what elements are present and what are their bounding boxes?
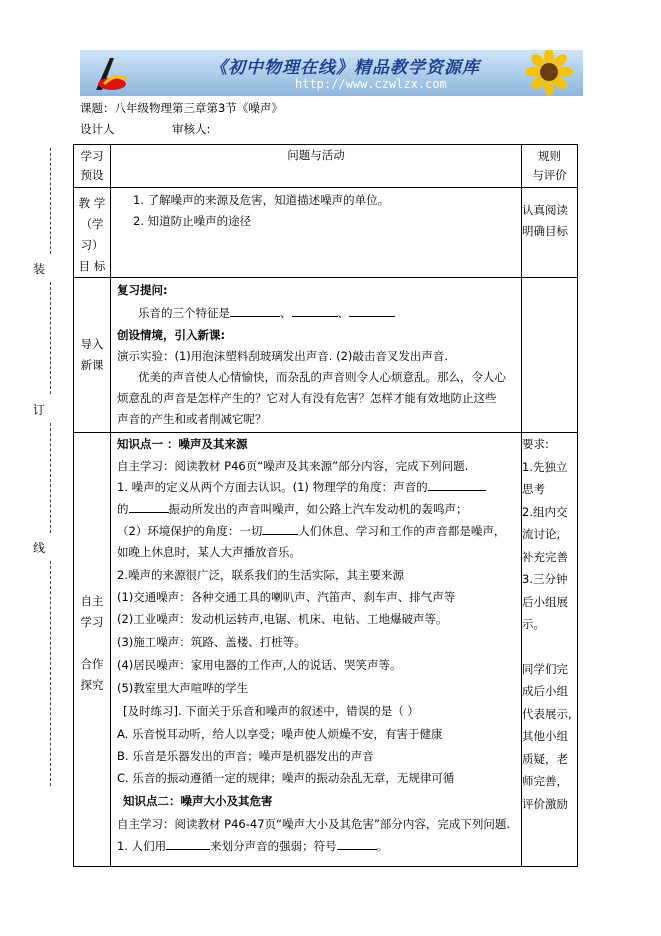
eval-line: 认真阅读 — [522, 203, 568, 217]
header-col3-line: 与评价 — [532, 168, 567, 182]
question-1a — [117, 479, 486, 495]
goals-eval — [522, 188, 578, 278]
study-label-line: 自主 — [80, 594, 104, 608]
eval-line: 后小组展 — [522, 594, 568, 609]
noise-source-item: (4)居民噪声：家用电器的工作声,人的说话、哭笑声等。 — [117, 658, 402, 672]
eval-line: 3.三分钟 — [522, 572, 568, 586]
study-label-line: 探究 — [80, 678, 104, 692]
k2-question-1 — [117, 838, 388, 854]
binding-dash — [50, 282, 51, 394]
study-row — [74, 433, 578, 867]
goals-content — [111, 188, 522, 278]
question-1b — [117, 501, 468, 517]
review-title: 复习提问: — [117, 283, 168, 297]
question-2: 2.噪声的来源很广泛，联系我们的生活实际，其主要来源 — [117, 568, 404, 582]
knowledge-point-2-title: 知识点二：噪声大小及其危害 — [123, 794, 273, 808]
knowledge-point-1-title: 知识点一 ：噪声及其来源 — [117, 437, 248, 451]
answer-blank[interactable] — [129, 501, 169, 513]
practice-option[interactable]: B. 乐音是乐器发出的声音；噪声是机器发出的声音 — [117, 749, 374, 763]
site-logo-icon — [90, 54, 130, 94]
goal-item: 2. 知道防止噪声的途径 — [133, 214, 252, 228]
question-text: （2）环境保护的角度：一切 — [117, 524, 263, 538]
separator: 、 — [337, 306, 349, 320]
eval-line: 要求: — [522, 437, 549, 451]
header-col3-line: 规则 — [538, 149, 561, 163]
eval-line: 代表展示, — [522, 706, 572, 721]
noise-source-item: (3)施工噪声：筑路、盖楼、打桩等。 — [117, 635, 306, 649]
intro-label-line: 导入 — [80, 337, 104, 351]
goals-label — [74, 188, 111, 278]
binding-mark-xian: 线 — [33, 541, 46, 555]
eval-line: 2.组内交 — [522, 504, 568, 519]
goals-label-line: 教 学 — [78, 196, 106, 210]
eval-line: 示。 — [522, 617, 545, 631]
designer-label: 设计人 — [80, 122, 115, 136]
practice-option[interactable]: A. 乐音悦耳动听，给人以享受；噪声使人烦燥不安，有害于健康 — [117, 727, 443, 741]
question-text: 人们休息、学习和工作的声音都是噪声， — [298, 524, 506, 538]
eval-line: 思考 — [522, 482, 545, 496]
noise-source-item: (5)教室里大声喧哗的学生 — [117, 681, 249, 695]
goals-label-line: 目 标 — [78, 259, 106, 273]
study-label-line: 学习 — [80, 615, 104, 629]
eval-line: 补充完善 — [522, 549, 568, 564]
intro-eval — [522, 278, 578, 433]
eval-line: 评价激励 — [522, 796, 568, 811]
binding-mark-zhuang: 装 — [33, 262, 46, 276]
question-1d: 如晚上休息时，某人大声播放音乐。 — [117, 545, 301, 559]
binding-mark-ding: 订 — [33, 403, 46, 417]
question-text: 振动所发出的声音叫噪声，如公路上汽车发动机的轰鸣声； — [168, 502, 468, 516]
question-text: 的 — [117, 502, 129, 516]
study-eval — [522, 433, 578, 867]
question-text: 1. 噪声的定义从两个方面去认识。(1) 物理学的角度：声音的 — [117, 480, 428, 494]
separator: 、 — [280, 306, 292, 320]
self-study-1: 自主学习：阅读教材 P46页“噪声及其来源”部分内容，完成下列问题. — [117, 459, 469, 473]
intro-row — [74, 278, 578, 433]
answer-blank[interactable] — [292, 305, 338, 317]
sunflower-icon — [519, 50, 579, 96]
question-text: 1. 人们用 — [117, 839, 167, 853]
answer-blank[interactable] — [166, 838, 210, 850]
eval-line: 其他小组 — [522, 729, 568, 743]
study-content — [111, 433, 522, 867]
answer-blank[interactable] — [230, 305, 280, 317]
eval-line: 1.先独立 — [522, 459, 568, 474]
eval-line: 明确目标 — [522, 224, 568, 238]
eval-line: 师完善， — [522, 774, 568, 788]
goals-label-line: （学习） — [80, 217, 104, 252]
intro-paragraph-line: 烦意乱的声音是怎样产生的？它对人有没有危害？怎样才能有效地防止这些 — [117, 391, 497, 405]
review-question — [138, 305, 395, 321]
intro-label-line: 新课 — [80, 358, 104, 372]
question-text: 来划分声音的强弱；符号 — [210, 839, 337, 853]
scene-title: 创设情境，引入新课: — [117, 328, 226, 342]
intro-paragraph-line: 声音的产生和或者削减它呢？ — [117, 412, 267, 426]
eval-line: 同学们完 — [522, 661, 568, 676]
self-study-2: 自主学习：阅读教材 P46-47页“噪声大小及其危害”部分内容，完成下列问题. — [117, 817, 511, 831]
practice-question: [及时练习]. 下面关于乐音和噪声的叙述中，错误的是（ ） — [123, 704, 419, 718]
designer-line — [80, 121, 211, 137]
study-label — [74, 433, 111, 867]
binding-dash — [50, 423, 51, 533]
question-text: 。 — [376, 839, 389, 853]
eval-line: 流讨论, — [522, 527, 561, 541]
header-col2-text: 问题与活动 — [287, 148, 345, 162]
review-question-text: 乐音的三个特征是 — [138, 306, 230, 320]
banner-url: http://www.czwlzx.com — [295, 77, 447, 91]
lesson-plan-table — [73, 144, 578, 867]
noise-source-item: (1)交通噪声：各种交通工具的喇叭声、汽笛声、刹车声、排气声等 — [117, 590, 456, 604]
intro-paragraph-line: 优美的声音使人心情愉快，而杂乱的声音则令人心烦意乱。那么，令人心 — [138, 370, 506, 384]
lesson-topic: 课题：八年级物理第三章第3节《噪声》 — [80, 101, 283, 115]
banner-title: 《初中物理在线》精品教学资源库 — [210, 58, 480, 78]
answer-blank[interactable] — [337, 838, 377, 850]
noise-source-item: (2)工业噪声：发动机运转声,电锯、机床、电钻、工地爆破声等。 — [117, 612, 448, 626]
table-header-row — [74, 145, 578, 188]
intro-content — [111, 278, 522, 433]
eval-line: 成后小组 — [522, 684, 568, 698]
header-col1 — [74, 145, 111, 188]
goal-item: 1. 了解噪声的来源及危害，知道描述噪声的单位。 — [133, 193, 390, 207]
practice-option[interactable]: C. 乐音的振动遵循一定的规律；噪声的振动杂乱无章，无规律可循 — [117, 771, 455, 785]
intro-label — [74, 278, 111, 433]
header-banner — [80, 50, 583, 96]
answer-blank[interactable] — [428, 479, 486, 491]
eval-line: 质疑，老 — [522, 751, 568, 766]
binding-dash — [50, 561, 51, 786]
header-col1-line: 学习 — [80, 149, 104, 163]
goals-row — [74, 188, 578, 278]
answer-blank[interactable] — [349, 305, 395, 317]
answer-blank[interactable] — [262, 523, 298, 535]
header-col2 — [111, 145, 522, 188]
header-col1-line: 预设 — [80, 168, 104, 182]
header-col3 — [522, 145, 578, 188]
reviewer-label: 审核人: — [172, 122, 211, 136]
binding-dash — [50, 148, 51, 254]
demo-text: 演示实验：(1)用泡沫塑料刮玻璃发出声音. (2)敲击音叉发出声音. — [117, 349, 449, 363]
question-1c — [117, 523, 505, 539]
study-label-line: 合作 — [80, 657, 104, 671]
